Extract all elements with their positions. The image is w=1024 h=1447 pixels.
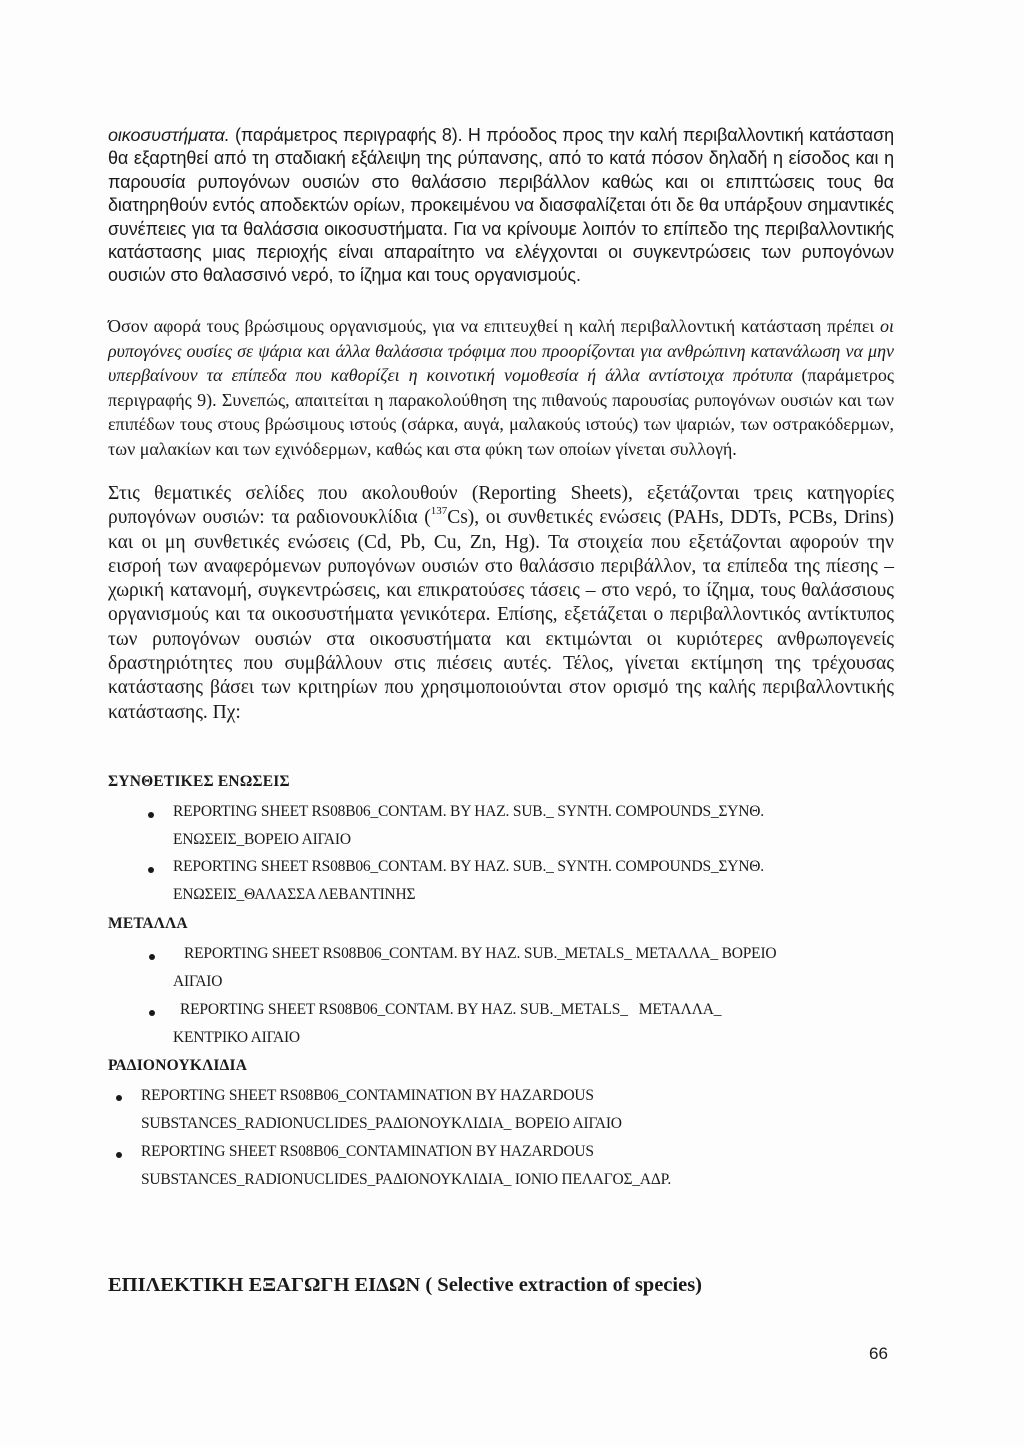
list-item-line: REPORTING SHEET RS08B06_CONTAM. BY HAZ. SUB._ SYNTH. COMPOUNDS_ΣΥΝΘ. [173,858,764,875]
list-item-radionuclides-2 [141,1138,671,1194]
list-item-line: SUBSTANCES_RADIONUCLIDES_ΡΑΔΙΟΝΟΥΚΛΙΔΙΑ_ ΒΟΡΕΙΟ ΑΙΓΑΙΟ [141,1115,622,1132]
list-item-line: ΑΙΓΑΙΟ [173,973,223,990]
list-item-line: SUBSTANCES_RADIONUCLIDES_ΡΑΔΙΟΝΟΥΚΛΙΔΙΑ_ ΙΟΝΙΟ ΠΕΛΑΓΟΣ_ΑΔΡ. [141,1171,672,1188]
bullet-icon [116,1152,122,1158]
section-heading-radionuclides: ΡΑΔΙΟΝΟΥΚΛΙΔΙΑ [108,1057,248,1074]
list-item-radionuclides-1 [141,1082,622,1138]
paragraph-italic-text: οι ρυπογόνες ουσίες σε ψάρια και άλλα θαλάσσια τρόφιμα που προορίζονται για ανθρώπινη κατανάλωση να μην υπερβαίνουν τα επίπεδα που καθορίζει η κοινοτική νομοθεσία ή άλλα αντίστοιχα πρότυπα [108,316,894,385]
paragraph-contaminants-intro [108,124,894,288]
paragraph-body: (παράμετρος περιγραφής 8). Η πρόοδος προς την καλή περιβαλλοντική κατάσταση θα εξαρτηθεί από τη σταδιακή εξάλειψη της ρύπανσης, από το κατά πόσον δηλαδή η είσοδος και η παρουσία ρυπογόνων ουσιών στο θαλάσσιο περιβάλλον καθώς και οι επιπτώσεις τους θα διατηρηθούν εντός αποδεκτών ορίων, προκειμένου να διασφαλίζεται ότι δε θα υπάρξουν σημαντικές συνέπειες για τα θαλάσσια οικοσυστήματα. Για να κρίνουμε λοιπόν το επίπεδο της περιβαλλοντικής κατάστασης μιας περιοχής είναι απαραίτητο να ελέγχονται οι συγκεντρώσεις των ρυπογόνων ουσιών στο θαλασσινό νερό, το ίζημα και τους οργανισμούς. [108,125,894,286]
paragraph-text-end: Cs), οι συνθετικές ενώσεις (PAHs, DDTs, PCBs, Drins) και οι μη συνθετικές ενώσεις (Cd, Pb, Cu, Zn, Hg). Τα στοιχεία που εξετάζονται αφορούν την εισροή των αναφερόμενων ρυπογόνων ουσιών στο θαλάσσιο περιβάλλον, τα επίπεδα της πίεσης – χωρική κατανομή, συγκεντρώσεις, και επικρατούσες τάσεις – στο νερό, το ίζημα, τους θαλάσσιους οργανισμούς και τα οικοσυστήματα γενικότερα. Επίσης, εξετάζεται ο περιβαλλοντικός αντίκτυπος των ρυπογόνων ουσιών στα οικοσυστήματα και εκτιμώνται οι κυριότερες ανθρωπογενείς δραστηριότητες που συμβάλλουν στις πιέσεις αυτές. Τέλος, γίνεται εκτίμηση της τρέχουσας κατάστασης βάσει των κριτηρίων που χρησιμοποιούνται στον ορισμό της καλής περιβαλλοντικής κατάστασης. Πχ: [108,507,894,723]
list-item-line: ΚΕΝΤΡΙΚΟ ΑΙΓΑΙΟ [173,1029,300,1046]
isotope-superscript: 137 [430,504,448,517]
bullet-icon [149,954,155,960]
list-item-synthetic-1 [173,798,764,854]
bullet-icon [149,1010,155,1016]
list-item-line: REPORTING SHEET RS08B06_CONTAM. BY HAZ. SUB._METALS_ ΜΕΤΑΛΛΑ_ ΒΟΡΕΙΟ [184,945,777,962]
list-item-line: REPORTING SHEET RS08B06_CONTAM. BY HAZ. SUB._METALS_ ΜΕΤΑΛΛΑ_ [180,1001,722,1018]
list-item-line: REPORTING SHEET RS08B06_CONTAM. BY HAZ. SUB._ SYNTH. COMPOUNDS_ΣΥΝΘ. [173,803,764,820]
page-number: 66 [869,1344,888,1363]
list-item-metals-2 [173,996,721,1052]
paragraph-edible-organisms [108,314,894,461]
bullet-icon [148,867,154,873]
paragraph-lead-italic: οικοσυστήματα. [108,125,230,145]
list-item-metals-1 [173,940,776,996]
section-heading-metals: ΜΕΤΑΛΛΑ [108,915,188,932]
bullet-icon [148,812,154,818]
paragraph-text: Όσον αφορά τους βρώσιμους οργανισμούς, για να επιτευχθεί η καλή περιβαλλοντική κατάσταση πρέπει [108,316,880,336]
section-heading-synthetic: ΣΥΝΘΕΤΙΚΕΣ ΕΝΩΣΕΙΣ [108,773,290,790]
list-item-line: ΕΝΩΣΕΙΣ_ΘΑΛΑΣΣΑ ΛΕΒΑΝΤΙΝΗΣ [173,886,416,903]
paragraph-reporting-sheets [108,482,894,725]
list-item-line: REPORTING SHEET RS08B06_CONTAMINATION BY HAZARDOUS [141,1087,594,1104]
bullet-icon [116,1095,122,1101]
section-heading-selective-extraction: ΕΠΙΛΕΚΤΙΚΗ ΕΞΑΓΩΓΗ ΕΙΔΩΝ ( Selective extraction of species) [108,1274,702,1296]
list-item-line: REPORTING SHEET RS08B06_CONTAMINATION BY HAZARDOUS [141,1143,594,1160]
list-item-line: ΕΝΩΣΕΙΣ_ΒΟΡΕΙΟ ΑΙΓΑΙΟ [173,831,351,848]
paragraph-text-end: (παράμετρος περιγραφής 9). Συνεπώς, απαιτείται η παρακολούθηση της πιθανούς παρουσίας ρυπογόνων ουσιών και των επιπέδων τους στους βρώσιμους ιστούς (σάρκα, αυγά, μαλακούς ιστούς) των ψαριών, των οστρακόδερμων, των μαλακίων και των εχινόδερμων, καθώς και στα φύκη των οποίων γίνεται συλλογή. [108,365,894,459]
paragraph-text: Στις θεματικές σελίδες που ακολουθούν (Reporting Sheets), εξετάζονται τρεις κατηγορίες ρυπογόνων ουσιών: τα ραδιονουκλίδια ( [108,483,894,529]
list-item-synthetic-2 [173,853,764,909]
